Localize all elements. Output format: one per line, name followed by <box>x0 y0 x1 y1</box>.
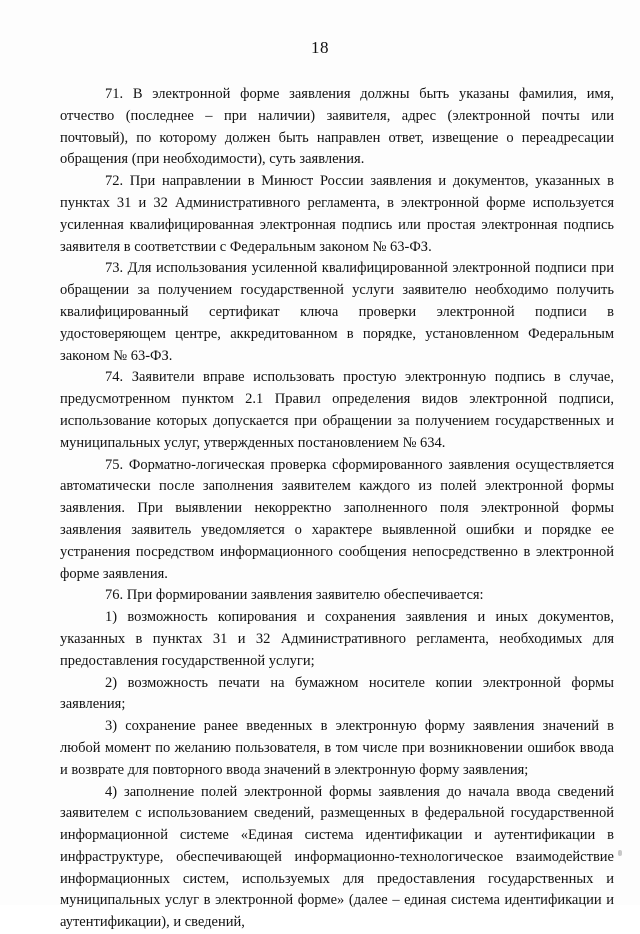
paragraph-74: 74. Заявители вправе использовать простую электронную подпись в случае, предусмотренном пунктом 2.1 Правил определения видов электронной подписи, использование которых допускается при обращении за получением государственных и муниципальных услуг, утвержденных постановлением № 634. <box>60 367 614 454</box>
paragraph-71: 71. В электронной форме заявления должны быть указаны фамилия, имя, отчество (последнее – при наличии) заявителя, адрес (электронной почты или почтовый), по которому должен быть направлен ответ, извещение о переадресации обращения (при необходимости), суть заявления. <box>60 84 614 171</box>
list-item-3: 3) сохранение ранее введенных в электронную форму заявления значений в любой момент по желанию пользователя, в том числе при возникновении ошибок ввода и возврате для повторного ввода значений в электронную форму заявления; <box>60 716 614 781</box>
page-number: 18 <box>0 38 640 58</box>
paragraph-76: 76. При формировании заявления заявителю обеспечивается: <box>60 585 614 607</box>
list-item-4: 4) заполнение полей электронной формы заявления до начала ввода сведений заявителем с использованием сведений, размещенных в федеральной государственной информационной системе «Единая система идентификации и аутентификации в инфраструктуре, обеспечивающей информационно-технологическое взаимодействие информационных систем, используемых для предоставления государственных и муниципальных услуг в электронной форме» (далее – единая система идентификации и аутентификации), и сведений, <box>60 782 614 934</box>
paragraph-75: 75. Форматно-логическая проверка сформированного заявления осуществляется автоматически после заполнения заявителем каждого из полей электронной формы заявления. При выявлении некорректно заполненного поля электронной формы заявления заявитель уведомляется о характере выявленной ошибки и порядке ее устранения посредством информационного сообщения непосредственно в электронной форме заявления. <box>60 455 614 586</box>
paragraph-72: 72. При направлении в Минюст России заявления и документов, указанных в пунктах 31 и 32 Административного регламента, в электронной форме используется усиленная квалифицированная электронная подпись или простая электронная подпись заявителя в соответствии с Федеральным законом № 63-ФЗ. <box>60 171 614 258</box>
document-body <box>60 84 614 934</box>
paragraph-73: 73. Для использования усиленной квалифицированной электронной подписи при обращении за получением государственной услуги заявителю необходимо получить квалифицированный сертификат ключа проверки электронной подписи в удостоверяющем центре, аккредитованном в порядке, установленном Федеральным законом № 63-ФЗ. <box>60 258 614 367</box>
list-item-1: 1) возможность копирования и сохранения заявления и иных документов, указанных в пунктах 31 и 32 Административного регламента, необходимых для предоставления государственной услуги; <box>60 607 614 672</box>
list-item-2: 2) возможность печати на бумажном носителе копии электронной формы заявления; <box>60 673 614 717</box>
scan-speck <box>618 850 622 856</box>
